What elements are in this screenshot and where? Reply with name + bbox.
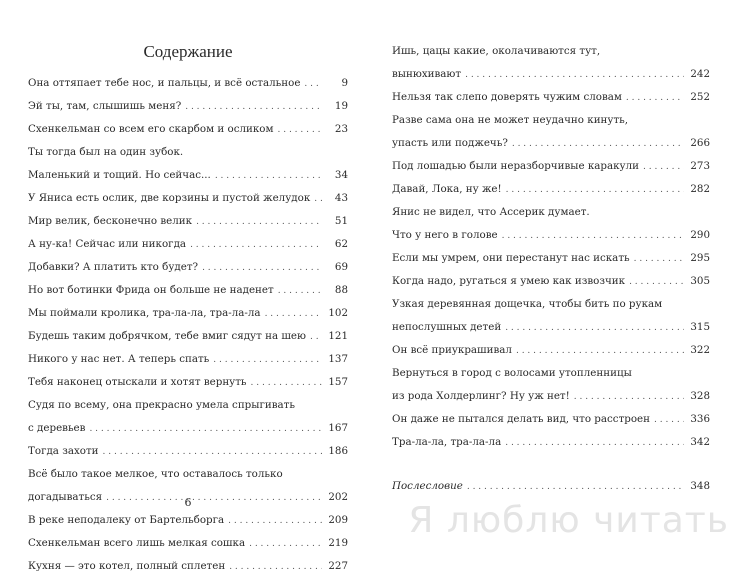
dot-leader	[103, 441, 322, 464]
toc-entry	[28, 118, 348, 141]
toc-entry-title: Он даже не пытался делать вид, что расстроен	[392, 413, 651, 425]
toc-entry-line	[28, 164, 348, 187]
toc-entry-page: 157	[328, 376, 348, 388]
toc-entry-title: Схенкельман всего лишь мелкая сошка	[28, 537, 246, 549]
toc-entry-line	[392, 40, 710, 63]
toc-entry-title: Под лошадью были неразборчивые каракули	[392, 160, 640, 172]
dot-leader	[634, 248, 684, 271]
toc-entry	[28, 256, 348, 279]
dot-leader	[505, 317, 684, 340]
toc-entry-title: вынюхивают	[392, 68, 462, 80]
toc-entry-page: 88	[334, 284, 348, 296]
toc-entry-page: 102	[328, 307, 348, 319]
toc-entry	[392, 247, 710, 270]
toc-entry-page: 202	[328, 491, 348, 503]
toc-entry	[392, 155, 710, 178]
toc-entry	[28, 187, 348, 210]
toc-entry-title: Но вот ботинки Фрида он больше не наденет	[28, 284, 274, 296]
dot-leader	[574, 386, 684, 409]
toc-entry-title: Послесловие	[392, 480, 463, 492]
toc-entry-page: 336	[690, 413, 710, 425]
toc-entry-title: Схенкельман со всем его скарбом и осликом	[28, 123, 274, 135]
toc-entry-line	[28, 440, 348, 463]
toc-entry-line	[28, 394, 348, 417]
dot-leader	[278, 119, 322, 142]
toc-entry-line	[28, 141, 348, 164]
toc-entry-title: Эй ты, там, слышишь меня?	[28, 100, 182, 112]
toc-entry-title: У Яниса есть ослик, две корзины и пустой желудок	[28, 192, 311, 204]
toc-entry-page: 282	[690, 183, 710, 195]
toc-entry-page: 209	[328, 514, 348, 526]
toc-entry-line	[392, 63, 710, 86]
toc-entry-line	[28, 509, 348, 532]
toc-entry-title: Давай, Лока, ну же!	[392, 183, 502, 195]
toc-entry-line	[28, 348, 348, 371]
toc-entry-page: 186	[328, 445, 348, 457]
toc-entry-page: 34	[334, 169, 348, 181]
toc-entry	[392, 362, 710, 408]
toc-entry-line	[392, 201, 710, 224]
toc-entry-page: 315	[690, 321, 710, 333]
toc-entry	[28, 95, 348, 118]
toc-entry-title: Всё было такое мелкое, что оставалось только	[28, 468, 283, 480]
toc-entry	[392, 339, 710, 362]
toc-entry	[28, 302, 348, 325]
dot-leader	[228, 510, 322, 533]
dot-leader	[506, 179, 684, 202]
toc-entry	[28, 440, 348, 463]
toc-entry-line	[392, 408, 710, 431]
toc-entry-line	[28, 279, 348, 302]
toc-entry-page: 167	[328, 422, 348, 434]
toc-entry-page: 348	[690, 480, 710, 492]
toc-entry-title: Узкая деревянная дощечка, чтобы бить по рукам	[392, 298, 663, 310]
toc-entry-title: Ишь, цацы какие, околачиваются тут,	[392, 45, 601, 57]
toc-entry-title: Вернуться в город с волосами утопленницы	[392, 367, 632, 379]
toc-entry-page: 273	[690, 160, 710, 172]
dot-leader	[251, 372, 322, 395]
toc-entry-title: непослушных детей	[392, 321, 502, 333]
toc-entry	[28, 348, 348, 371]
dot-leader	[196, 211, 322, 234]
toc-entry-title: Когда надо, ругаться я умею как извозчик	[392, 275, 626, 287]
toc-entry	[28, 555, 348, 578]
toc-entry-line	[392, 316, 710, 339]
toc-entry-line	[28, 118, 348, 141]
toc-entry-line	[28, 72, 348, 95]
dot-leader	[505, 432, 684, 455]
toc-entry-title: Мы поймали кролика, тра-ла-ла, тра-ла-ла	[28, 307, 261, 319]
toc-entry-title: Тра-ла-ла, тра-ла-ла	[392, 436, 502, 448]
toc-entry-line	[28, 233, 348, 256]
toc-entry-title: Судя по всему, она прекрасно умела спрыгивать	[28, 399, 295, 411]
toc-entry-title: Разве сама она не может неудачно кинуть,	[392, 114, 629, 126]
dot-leader	[516, 340, 684, 363]
dot-leader	[502, 225, 684, 248]
toc-entry-line	[392, 109, 710, 132]
toc-entry	[392, 40, 710, 86]
toc-entry	[28, 233, 348, 256]
toc-entry	[392, 201, 710, 247]
toc-entry-title: Нельзя так слепо доверять чужим словам	[392, 91, 622, 103]
toc-entry-line	[392, 270, 710, 293]
toc-entry-page: 43	[334, 192, 348, 204]
toc-entry-page: 328	[690, 390, 710, 402]
dot-leader	[467, 476, 684, 499]
toc-entry-title: Он всё приукрашивал	[392, 344, 512, 356]
toc-entry-title: Она оттяпает тебе нос, и пальцы, и всё остальное	[28, 77, 301, 89]
toc-entry	[392, 270, 710, 293]
toc-entry	[28, 141, 348, 187]
toc-entry-page: 295	[690, 252, 710, 264]
toc-entry-title: Янис не видел, что Ассерик думает.	[392, 206, 590, 218]
toc-entry-line	[28, 532, 348, 555]
toc-entry-page: 69	[334, 261, 348, 273]
toc-entry-line	[28, 210, 348, 233]
toc-entry	[28, 532, 348, 555]
toc-entry-line	[392, 132, 710, 155]
toc-entry	[28, 394, 348, 440]
toc-entry-line	[28, 95, 348, 118]
toc-entry-page: 19	[334, 100, 348, 112]
toc-entry-title: В реке неподалеку от Бартельборга	[28, 514, 225, 526]
dot-leader	[190, 234, 322, 257]
toc-entry-page: 227	[328, 560, 348, 572]
dot-leader	[202, 257, 322, 280]
dot-leader	[185, 96, 322, 119]
toc-entry-title: Маленький и тощий. Но сейчас...	[28, 169, 211, 181]
toc-entry	[392, 431, 710, 454]
toc-entry-line	[392, 339, 710, 362]
toc-entry-page: 266	[690, 137, 710, 149]
toc-entry	[392, 293, 710, 339]
toc-entry-page: 252	[690, 91, 710, 103]
dot-leader	[229, 556, 322, 579]
page-number: 6	[184, 496, 192, 509]
toc-entry-line	[28, 371, 348, 394]
toc-entry-title: Никого у нас нет. А теперь спать	[28, 353, 210, 365]
toc-entry-title: из рода Холдерлинг? Ну уж нет!	[392, 390, 570, 402]
dot-leader	[278, 280, 322, 303]
toc-entry-title: Если мы умрем, они перестанут нас искать	[392, 252, 630, 264]
toc-entry	[392, 475, 710, 498]
toc-entry-page: 23	[334, 123, 348, 135]
toc-entry-line	[392, 247, 710, 270]
toc-entry-title: Мир велик, бесконечно велик	[28, 215, 193, 227]
toc-entry-title: Ты тогда был на один зубок.	[28, 146, 184, 158]
toc-entry-line	[28, 555, 348, 578]
dot-leader	[629, 271, 684, 294]
toc-entry-page: 62	[334, 238, 348, 250]
page-title: Содержание	[143, 42, 233, 61]
dot-leader	[213, 349, 322, 372]
toc-entry-title: Будешь таким добрячком, тебе вмиг сядут на шею	[28, 330, 306, 342]
dot-leader	[643, 156, 684, 179]
toc-entry-title: Тебя наконец отыскали и хотят вернуть	[28, 376, 247, 388]
dot-leader	[626, 87, 684, 110]
toc-entry-line	[392, 431, 710, 454]
toc-entry-page: 242	[690, 68, 710, 80]
toc-entry	[392, 86, 710, 109]
toc-entry-line	[392, 155, 710, 178]
toc-entry-page: 290	[690, 229, 710, 241]
dot-leader	[89, 418, 322, 441]
toc-entry-line	[392, 362, 710, 385]
toc-entry-page: 51	[334, 215, 348, 227]
toc-list-right	[392, 40, 710, 498]
toc-entry-line	[28, 417, 348, 440]
toc-entry-line	[28, 256, 348, 279]
toc-entry-page: 9	[341, 77, 348, 89]
toc-entry	[28, 210, 348, 233]
dot-leader	[265, 303, 322, 326]
toc-entry-line	[28, 187, 348, 210]
dot-leader	[314, 188, 322, 211]
dot-leader	[304, 73, 322, 96]
toc-entry-title: с деревьев	[28, 422, 86, 434]
toc-entry-title: упасть или поджечь?	[392, 137, 508, 149]
toc-entry-line	[392, 178, 710, 201]
toc-entry-page: 305	[690, 275, 710, 287]
toc-entry	[28, 279, 348, 302]
toc-entry	[392, 178, 710, 201]
watermark: Я люблю читать	[408, 500, 729, 541]
toc-entry	[28, 72, 348, 95]
toc-entry-line	[392, 475, 710, 498]
toc-entry	[28, 325, 348, 348]
toc-entry-line	[392, 86, 710, 109]
toc-entry	[28, 371, 348, 394]
toc-entry-title: А ну-ка! Сейчас или никогда	[28, 238, 187, 250]
toc-entry-title: Тогда захоти	[28, 445, 99, 457]
toc-entry	[392, 408, 710, 431]
toc-entry-page: 342	[690, 436, 710, 448]
toc-entry	[28, 509, 348, 532]
toc-entry-page: 322	[690, 344, 710, 356]
toc-entry-line	[392, 293, 710, 316]
toc-entry-page: 137	[328, 353, 348, 365]
dot-leader	[310, 326, 322, 349]
toc-entry-line	[28, 302, 348, 325]
dot-leader	[249, 533, 322, 556]
toc-entry-title: Что у него в голове	[392, 229, 498, 241]
dot-leader	[512, 133, 684, 156]
toc-entry	[392, 109, 710, 155]
toc-entry-title: Кухня — это котел, полный сплетен	[28, 560, 226, 572]
toc-entry-title: догадываться	[28, 491, 103, 503]
dot-leader	[465, 64, 684, 87]
toc-entry-page: 121	[328, 330, 348, 342]
toc-entry-line	[392, 224, 710, 247]
dot-leader	[654, 409, 684, 432]
toc-entry-line	[28, 325, 348, 348]
toc-entry-line	[392, 385, 710, 408]
toc-entry-page: 219	[328, 537, 348, 549]
dot-leader	[215, 165, 322, 188]
toc-entry-line	[28, 463, 348, 486]
toc-entry-title: Добавки? А платить кто будет?	[28, 261, 199, 273]
